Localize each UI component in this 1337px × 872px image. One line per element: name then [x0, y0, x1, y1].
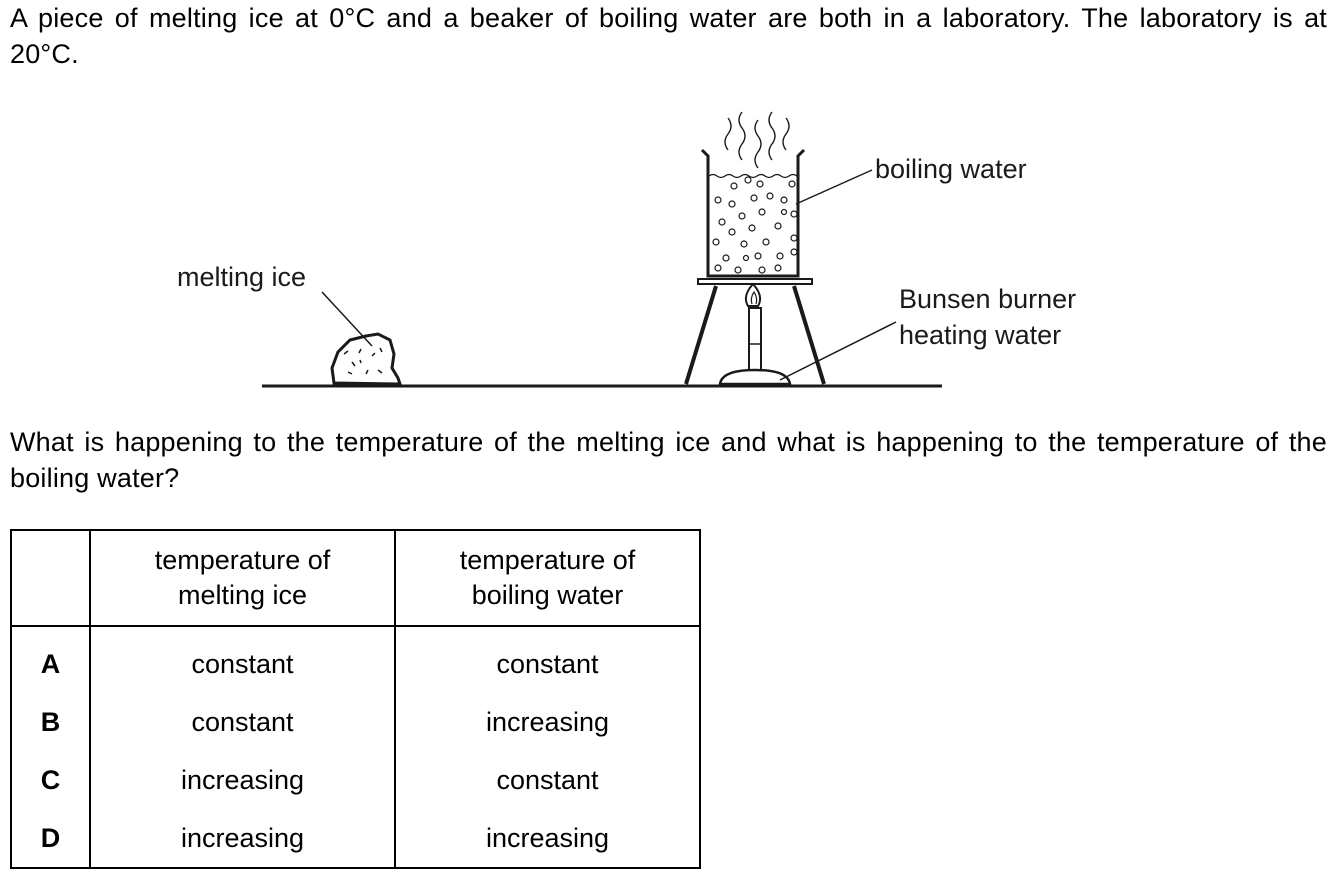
option-water-value: increasing — [485, 706, 610, 737]
table-row[interactable] — [11, 751, 700, 809]
header-ice-cell — [90, 530, 395, 626]
gauze-plate — [698, 279, 812, 284]
table-header-row — [11, 530, 700, 626]
table-row[interactable] — [11, 809, 700, 868]
header-key-cell — [11, 530, 90, 626]
burner-pointer-line — [780, 322, 896, 380]
water-surface — [709, 175, 797, 178]
option-key: A — [11, 626, 90, 693]
label-melting-ice: melting ice — [177, 262, 307, 292]
header-ice-line1: temperature of — [154, 545, 331, 575]
question-paragraph: What is happening to the temperature of the melting ice and what is happening to the temperature of the boiling water? — [10, 427, 1327, 493]
option-ice-value: constant — [90, 626, 395, 693]
bunsen-burner — [720, 284, 790, 384]
option-key: B — [11, 693, 90, 751]
option-water-value: constant — [496, 764, 599, 795]
ice-pointer-line — [322, 292, 372, 346]
table-row[interactable] — [11, 693, 700, 751]
lab-diagram — [0, 0, 1337, 420]
header-water-line1: temperature of — [459, 545, 636, 575]
option-water-value: increasing — [485, 822, 610, 853]
header-water-cell — [395, 530, 700, 626]
option-key: C — [11, 751, 90, 809]
label-bunsen-burner-line1: Bunsen burner — [899, 284, 1077, 314]
option-ice-value: constant — [90, 693, 395, 751]
steam-icon — [725, 112, 789, 168]
option-ice-value: increasing — [90, 751, 395, 809]
ice-lump — [332, 334, 400, 384]
option-ice-value: increasing — [90, 809, 395, 868]
label-bunsen-burner-line2: heating water — [899, 320, 1062, 350]
option-water-value: constant — [496, 648, 599, 679]
water-pointer-line — [796, 170, 872, 204]
beaker — [702, 150, 804, 276]
label-boiling-water: boiling water — [875, 154, 1027, 184]
header-ice-line2: melting ice — [177, 580, 308, 610]
intro-paragraph: A piece of melting ice at 0°C and a beaker of boiling water are both in a laboratory. The laboratory is at 20°C. — [10, 3, 1327, 69]
option-key: D — [11, 809, 90, 868]
answer-options-table — [10, 529, 701, 869]
table-row[interactable] — [11, 626, 700, 693]
bubbles — [713, 177, 797, 273]
header-water-line2: boiling water — [471, 580, 624, 610]
